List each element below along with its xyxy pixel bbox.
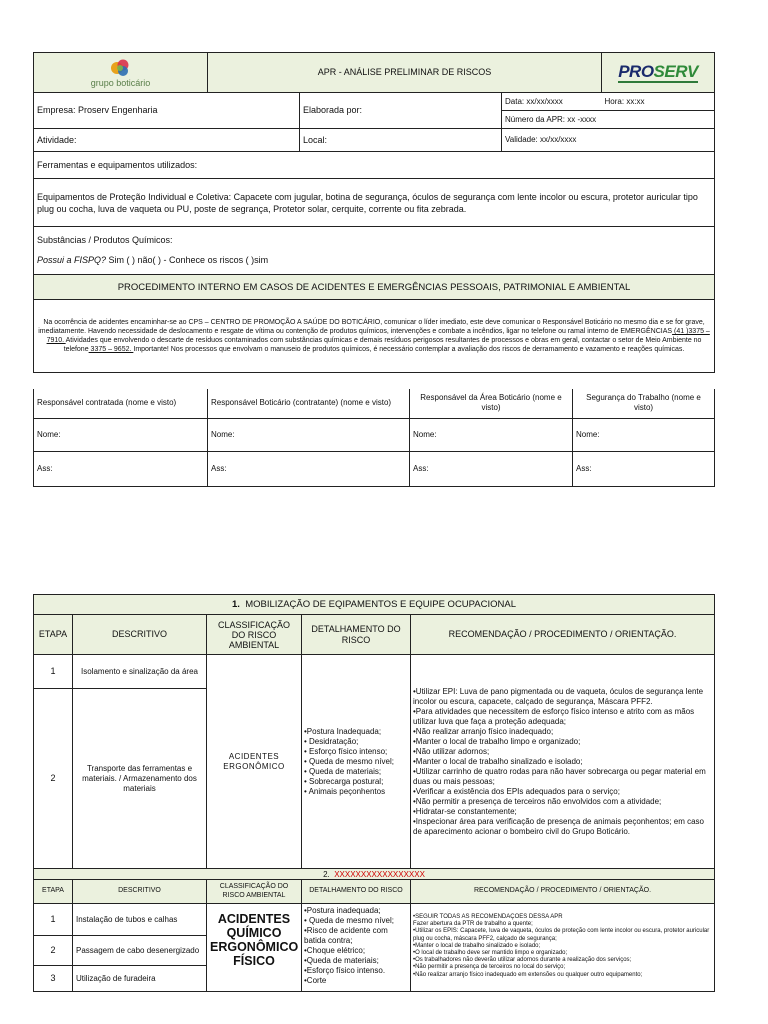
brand-serv: SERV xyxy=(653,61,698,81)
s1-detalhe-item: • Sobrecarga postural; xyxy=(304,776,384,786)
nome-seguranca-field[interactable]: Nome: xyxy=(573,418,715,451)
s1-col-detalhamento: DETALHAMENTO DO RISCO xyxy=(302,615,411,655)
apr-header-form xyxy=(33,52,715,373)
resp-contratada-header: Responsável contratada (nome e visto) xyxy=(34,389,208,418)
boticario-logo-icon xyxy=(110,59,132,77)
s2-col-detalhamento: DETALHAMENTO DO RISCO xyxy=(302,880,411,904)
fispq-options[interactable]: Sim ( ) não( ) - Conhece os riscos ( )sim xyxy=(106,255,269,265)
s1-recomendacao-item: •Não realizar arranjo físico inadequado; xyxy=(413,726,554,736)
s1-classificacao: ACIDENTES ERGONÔMICO xyxy=(207,655,302,869)
elaborada-field[interactable]: Elaborada por: xyxy=(300,93,502,129)
procedimento-title: PROCEDIMENTO INTERNO EM CASOS DE ACIDENTES E EMERGÊNCIAS PESSOAIS, PATRIMONIAL E AMBIENTAL xyxy=(34,275,715,300)
s1-row2-etapa: 2 xyxy=(34,689,73,869)
s1-row1-descritivo: Isolamento e sinalização da área xyxy=(73,655,207,689)
empresa-field[interactable]: Empresa: Proserv Engenharia xyxy=(34,93,300,129)
meio-ambiente-phone[interactable]: 3375 – 9652. xyxy=(88,346,134,353)
section2-title-text: XXXXXXXXXXXXXXXXX xyxy=(334,869,425,879)
s1-col-classificacao: CLASSIFICAÇÃO DO RISCO AMBIENTAL xyxy=(207,615,302,655)
s2-row1-etapa: 1 xyxy=(34,904,73,936)
procedimento-text xyxy=(34,300,715,373)
s2-row1-descritivo: Instalação de tubos e calhas xyxy=(73,904,207,936)
s1-recomendacao-item: •Utilizar carrinho de quatro rodas para não haver sobrecarga ou pegar material em duas ou mais pessoas; xyxy=(413,766,706,786)
s1-detalhe-item: • Desidratação; xyxy=(304,736,359,746)
section1-title xyxy=(34,595,715,615)
s2-detalhe-item: •Risco de acidente com batida contra; xyxy=(304,926,388,945)
proserv-logo xyxy=(602,53,715,93)
s1-recomendacao-item: •Utilizar EPI: Luva de pano pigmentada ou de vaqueta, óculos de segurança lente incolor ou escura, capacete, calçado de segurança, Máscara PFF2. xyxy=(413,686,704,706)
section1-number: 1. xyxy=(231,599,240,610)
s2-recomendacao-item: •Os trabalhadores não deverão utilizar adornos durante a realização dos serviços; xyxy=(413,957,632,964)
s2-recomendacao-item: •Não permitir a presença de terceiros no local do serviço; xyxy=(413,964,566,971)
s2-detalhe-item: •Queda de materiais; xyxy=(304,956,379,965)
s1-recomendacao-item: •Verificar a existência dos EPIs adequados para o serviço; xyxy=(413,786,620,796)
s2-recomendacao-item: •Utilizar os EPIS: Capacete, luva de vaqueta, óculos de proteção com lente incolor ou escura, protetor auricular plug ou cocha, máscara PFF2, calçado de segurança; xyxy=(413,928,710,942)
ass-area-field[interactable]: Ass: xyxy=(410,451,573,486)
s1-row2-descritivo: Transporte das ferramentas e materiais. / Armazenamento dos materiais xyxy=(73,689,207,869)
resp-area-header: Responsável da Área Boticário (nome e visto) xyxy=(410,389,573,418)
s1-col-etapa: ETAPA xyxy=(34,615,73,655)
ass-contratada-field[interactable]: Ass: xyxy=(34,451,208,486)
s2-row3-etapa: 3 xyxy=(34,966,73,992)
s2-detalhamento xyxy=(302,904,411,992)
nome-contratada-field[interactable]: Nome: xyxy=(34,418,208,451)
epi-field[interactable]: Equipamentos de Proteção Individual e Coletiva: Capacete com jugular, botina de segurança, óculos de segurança com lente incolor ou escura, protetor auricular tipo plug ou cocha, luva de vaqueta ou PU, poste de segrança, Protetor solar, cerquite, corrente ou fita zebrada. xyxy=(34,179,715,227)
s2-recomendacao-item: •Manter o local de trabalho sinalizado e isolado; xyxy=(413,942,541,949)
s1-recomendacao-item: •Inspecionar área para verificação de presença de animais peçonhentos; em caso de aparecimento acionar o bombeiro civil do Grupo Boticário. xyxy=(413,816,704,836)
s1-recomendacao-item: •Manter o local de trabalho sinalizado e isolado; xyxy=(413,756,583,766)
s2-col-recomendacao: RECOMENDAÇÃO / PROCEDIMENTO / ORIENTAÇÃO. xyxy=(411,880,715,904)
seguranca-header: Segurança do Trabalho (nome e visto) xyxy=(573,389,715,418)
s1-recomendacao-item: •Para atividades que necessitem de esforço físico intenso e atrito com as mãos utilizar luva que faça a proteção adequada; xyxy=(413,706,695,726)
s1-recomendacao-item: •Manter o local de trabalho limpo e organizado; xyxy=(413,736,581,746)
substancias-field[interactable] xyxy=(34,227,715,275)
ass-seguranca-field[interactable]: Ass: xyxy=(573,451,715,486)
s2-recomendacao-item: •SEGUIR TODAS AS RECOMENDAÇOES DESSA APR xyxy=(413,914,563,920)
s2-recomendacao-item: Fazer abertura da PTR de trabalho a quente; xyxy=(413,921,533,928)
s1-recomendacao-item: •Não permitir a presença de terceiros não envolvidos com a atividade; xyxy=(413,796,662,806)
s1-col-recomendacao: RECOMENDAÇÃO / PROCEDIMENTO / ORIENTAÇÃO. xyxy=(411,615,715,655)
s1-detalhe-item: • Queda de mesmo nível; xyxy=(304,756,394,766)
nome-area-field[interactable]: Nome: xyxy=(410,418,573,451)
s2-classificacao: ACIDENTES QUÍMICO ERGONÔMICO FÍSICO xyxy=(207,904,302,992)
validade-field[interactable]: Validade: xx/xx/xxxx xyxy=(502,129,715,152)
section2-number: 2. xyxy=(323,869,330,879)
s2-row2-descritivo: Passagem de cabo desenergizado xyxy=(73,936,207,966)
s2-col-descritivo: DESCRITIVO xyxy=(73,880,207,904)
data-field[interactable]: Data: xx/xx/xxxx xyxy=(502,93,602,111)
fispq-question: Possui a FISPQ? xyxy=(37,255,107,265)
s1-detalhe-item: • Queda de materiais; xyxy=(304,766,382,776)
s1-recomendacao-item: •Hidratar-se constantemente; xyxy=(413,806,517,816)
responsaveis-table xyxy=(33,389,715,487)
section1-title-text: MOBILIZAÇÃO DE EQIPAMENTOS E EQUIPE OCUPACIONAL xyxy=(245,599,517,610)
s2-detalhe-item: •Corte xyxy=(304,976,327,985)
s2-recomendacao xyxy=(411,904,715,992)
section2-title xyxy=(34,869,715,880)
s1-detalhe-item: • Esforço físico intenso; xyxy=(304,746,388,756)
s2-col-classificacao: CLASSIFICAÇÃO DO RISCO AMBIENTAL xyxy=(207,880,302,904)
s1-detalhe-item: • Animais peçonhentos xyxy=(304,786,386,796)
atividade-field[interactable]: Atividade: xyxy=(34,129,300,152)
ass-boticario-field[interactable]: Ass: xyxy=(208,451,410,486)
s1-recomendacao-item: •Não utilizar adornos; xyxy=(413,746,490,756)
s1-detalhe-item: •Postura Inadequada; xyxy=(304,726,382,736)
document-title: APR - ANÁLISE PRELIMINAR DE RISCOS xyxy=(208,53,602,93)
s2-recomendacao-item: •O local de trabalho deve ser mantido limpo e organizado; xyxy=(413,950,568,957)
s2-detalhe-item: •Esforço físico intenso. xyxy=(304,966,386,975)
ferramentas-field[interactable]: Ferramentas e equipamentos utilizados: xyxy=(34,152,715,179)
resp-boticario-header: Responsável Boticário (contratante) (nome e visto) xyxy=(208,389,410,418)
emergency-phone[interactable]: (41 )3375 – 7910. xyxy=(46,328,710,344)
s1-detalhamento xyxy=(302,655,411,869)
logo-cell xyxy=(34,53,208,93)
nome-boticario-field[interactable]: Nome: xyxy=(208,418,410,451)
risk-analysis-table xyxy=(33,594,715,992)
procedimento-p2: Atividades que envolvendo o descarte de resíduos contaminados com substâncias químicas e demais resíduos perigosos resultantes de processos e obras em geral, contactar o setor de Meio Ambiente no telefone xyxy=(63,337,702,353)
s2-row3-descritivo: Utilização de furadeira xyxy=(73,966,207,992)
hora-field[interactable]: Hora: xx:xx xyxy=(602,93,715,111)
numero-apr-field[interactable]: Número da APR: xx -xxxx xyxy=(502,111,715,129)
s2-detalhe-item: •Postura inadequada; xyxy=(304,906,381,915)
s2-row2-etapa: 2 xyxy=(34,936,73,966)
substancias-label: Substâncias / Produtos Químicos: xyxy=(37,235,173,245)
s2-col-etapa: ETAPA xyxy=(34,880,73,904)
s1-col-descritivo: DESCRITIVO xyxy=(73,615,207,655)
s2-detalhe-item: •Choque elétrico; xyxy=(304,946,366,955)
s2-recomendacao-item: •Não realizar arranjo físico inadequado em extensões ou qualquer outro equipamento; xyxy=(413,971,643,978)
local-field[interactable]: Local: xyxy=(300,129,502,152)
procedimento-p1: Na ocorrência de acidentes encaminhar-se ao CPS – CENTRO DE PROMOÇÃO A SAÚDE DO BOTICÁRIO, comunicar o líder imediato, este deve comunicar o Responsável Boticário no mesmo dia e se for grave, imediatamente. Havendo necessidade de deslocamento e resgate de vítima ou contenção de produtos químicos, intervenções e combate a incêndios, ligar no telefone ou ramal interno de EMERGÊNCIAS xyxy=(38,319,705,335)
procedimento-p3: Importante! Nos processos que envolvam o manuseio de produtos químicos, é necessário contemplar a avaliação dos riscos de derramamento e vazamento e reações químicas. xyxy=(133,346,685,353)
s1-recomendacao xyxy=(411,655,715,869)
brand-pro: PRO xyxy=(618,61,654,81)
s1-row1-etapa: 1 xyxy=(34,655,73,689)
s2-detalhe-item: • Queda de mesmo nível; xyxy=(304,916,394,925)
logo-text: grupo boticário xyxy=(90,77,151,88)
